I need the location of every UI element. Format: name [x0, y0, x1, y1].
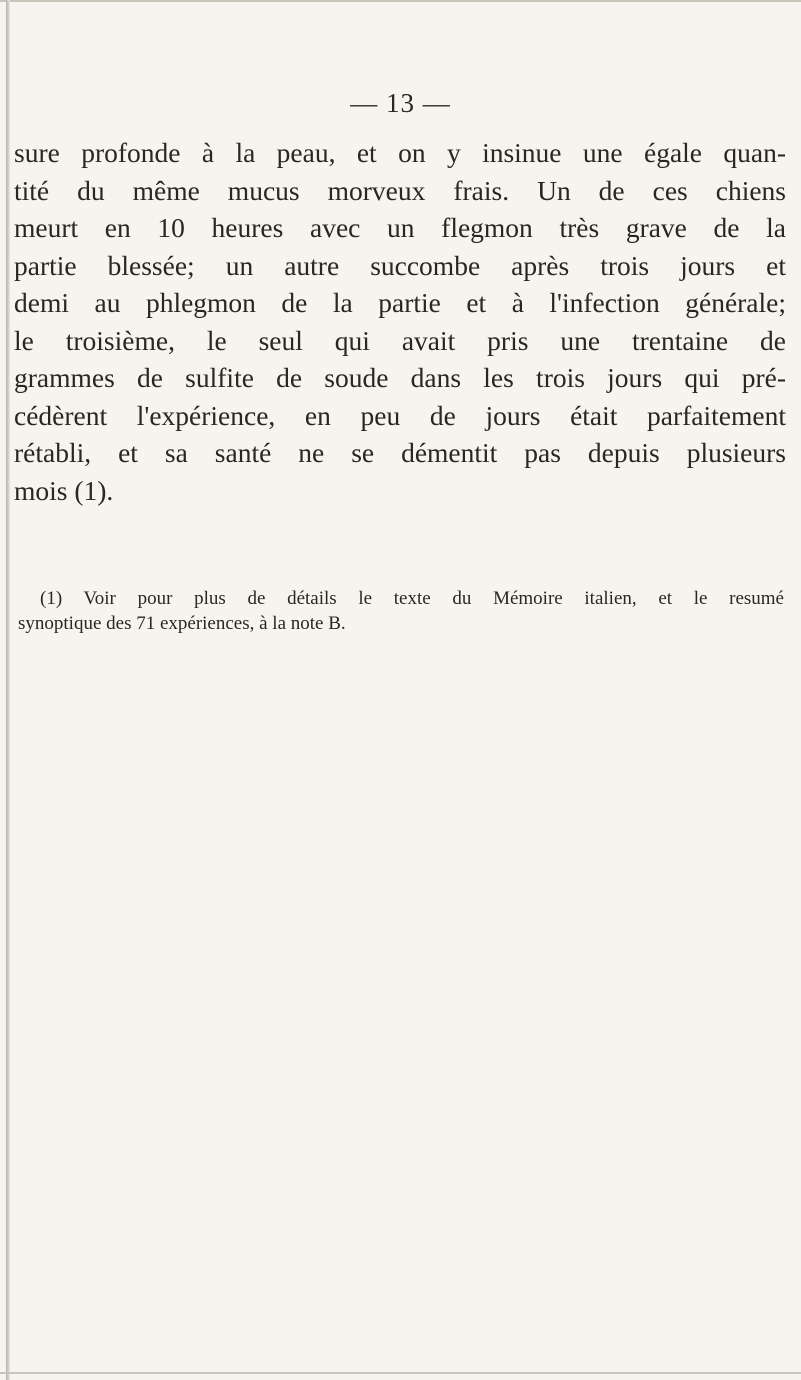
top-edge [0, 0, 801, 2]
page-number: — 13 — [350, 88, 451, 118]
text-line: partie blessée; un autre succombe après trois jours et [14, 249, 786, 281]
body-paragraph [14, 134, 786, 509]
bottom-edge [0, 1372, 801, 1374]
text-line: meurt en 10 heures avec un flegmon très grave de la [14, 212, 786, 243]
text-line: tité du même mucus morveux frais. Un de ces chiens [14, 174, 786, 206]
text-line: grammes de sulfite de soude dans les trois jours qui pré- [14, 362, 786, 393]
text-line: sure profonde à la peau, et on y insinue une égale quan- [14, 137, 786, 168]
footnote-line: synoptique des 71 expériences, à la note B. [18, 613, 346, 634]
text-line: le troisième, le seul qui avait pris une trentaine de [14, 324, 786, 356]
footnote [18, 586, 784, 636]
page-spine-shadow [6, 0, 10, 1380]
text-line: mois (1). [14, 474, 114, 506]
footnote-line: (1) Voir pour plus de détails le texte du Mémoire italien, et le resumé [40, 588, 784, 609]
text-line: rétabli, et sa santé ne se démentit pas depuis plusieurs [14, 437, 786, 468]
text-line: cédèrent l'expérience, en peu de jours était parfaitement [14, 399, 786, 431]
text-line: demi au phlegmon de la partie et à l'infection générale; [14, 287, 786, 318]
